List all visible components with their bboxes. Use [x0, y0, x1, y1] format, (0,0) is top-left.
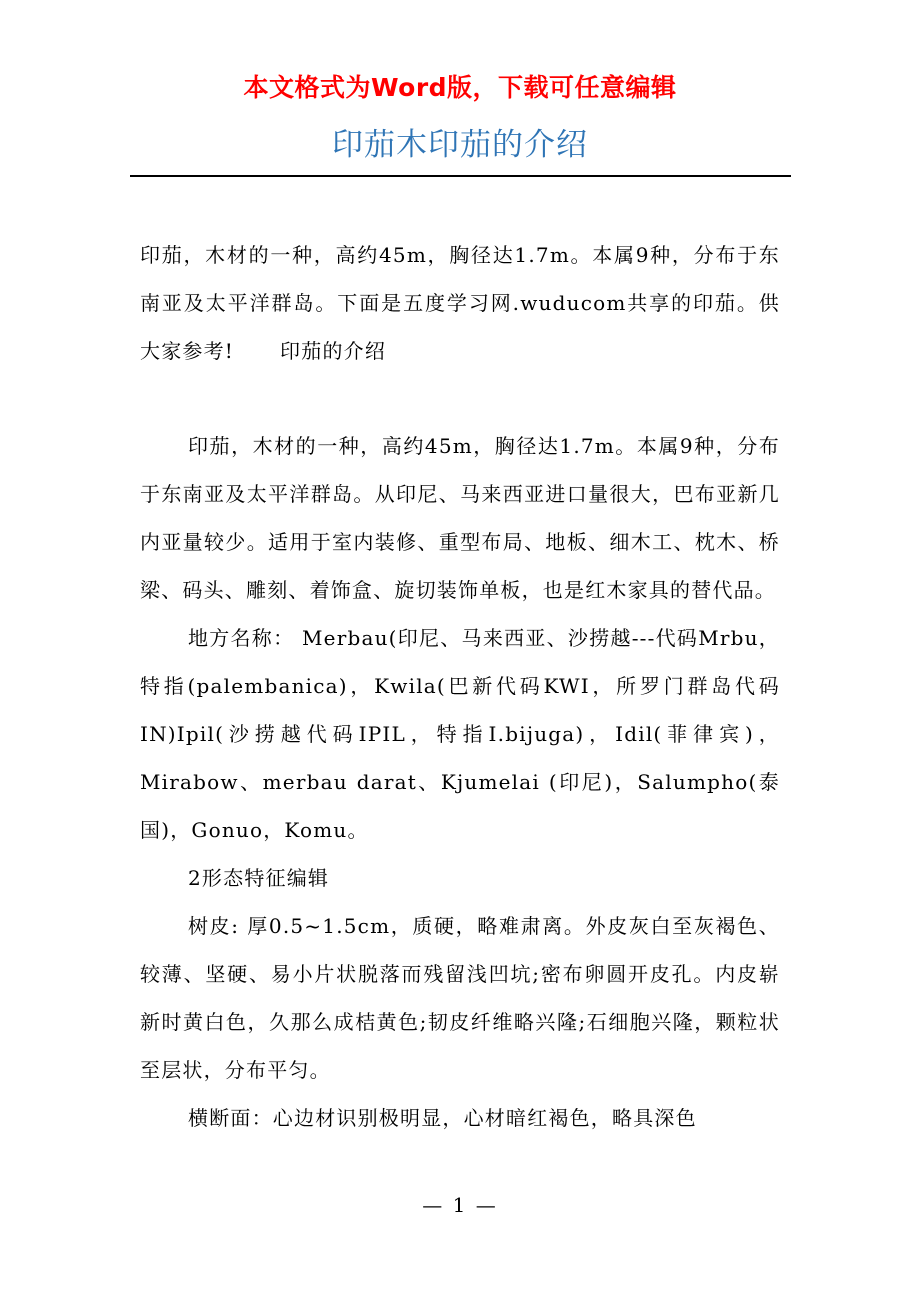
paragraph-description: 印茄，木材的一种，高约45m，胸径达1.7m。本属9种，分布于东南亚及太平洋群岛。从印尼、马来西亚进口量很大，巴布亚新几内亚量较少。适用于室内装修、重型布局、地板、细木工、枕木、桥梁、码头、雕刻、着饰盒、旋切装饰单板，也是红木家具的替代品。	[140, 434, 780, 602]
paragraph-bark: 树皮: 厚0.5~1.5cm，质硬，略难肃离。外皮灰白至灰褐色、较薄、坚硬、易小片状脱落而残留浅凹坑;密布卵圆开皮孔。内皮崭新时黄白色，久那么成桔黄色;韧皮纤维略兴隆;石细胞兴隆，颗粒状至层状，分布平匀。	[140, 914, 780, 1082]
document-title: 印茄木印茄的介绍	[332, 127, 588, 163]
document-body	[140, 231, 780, 1142]
title-divider	[130, 175, 791, 177]
intro-inline-heading: 印茄的介绍	[280, 339, 387, 363]
section-heading-morphology: 2形态特征编辑	[188, 866, 330, 890]
download-banner: 本文格式为Word版，下载可任意编辑	[243, 73, 677, 102]
paragraph-cross-section: 横断面：心边材识别极明显，心材暗红褐色，略具深色	[188, 1106, 697, 1130]
paragraph-gap	[140, 375, 780, 422]
paragraph-local-names: 地方名称： Merbau(印尼、马来西亚、沙捞越---代码Mrbu，特指(palembanica)，Kwila(巴新代码KWI，所罗门群岛代码IN)Ipil(沙捞越代码IPIL，特指I.bijuga)，Idil(菲律宾)，Mirabow、merbau darat、Kjumelai (印尼)，Salumpho(泰国)，Gonuo，Komu。	[140, 626, 780, 842]
intro-paragraph	[140, 231, 780, 375]
intro-text: 印茄，木材的一种，高约45m，胸径达1.7m。本属9种，分布于东南亚及太平洋群岛。下面是五度学习网.wuducom共享的印茄。供大家参考!	[140, 243, 780, 363]
page-number: — 1 —	[422, 1193, 498, 1217]
